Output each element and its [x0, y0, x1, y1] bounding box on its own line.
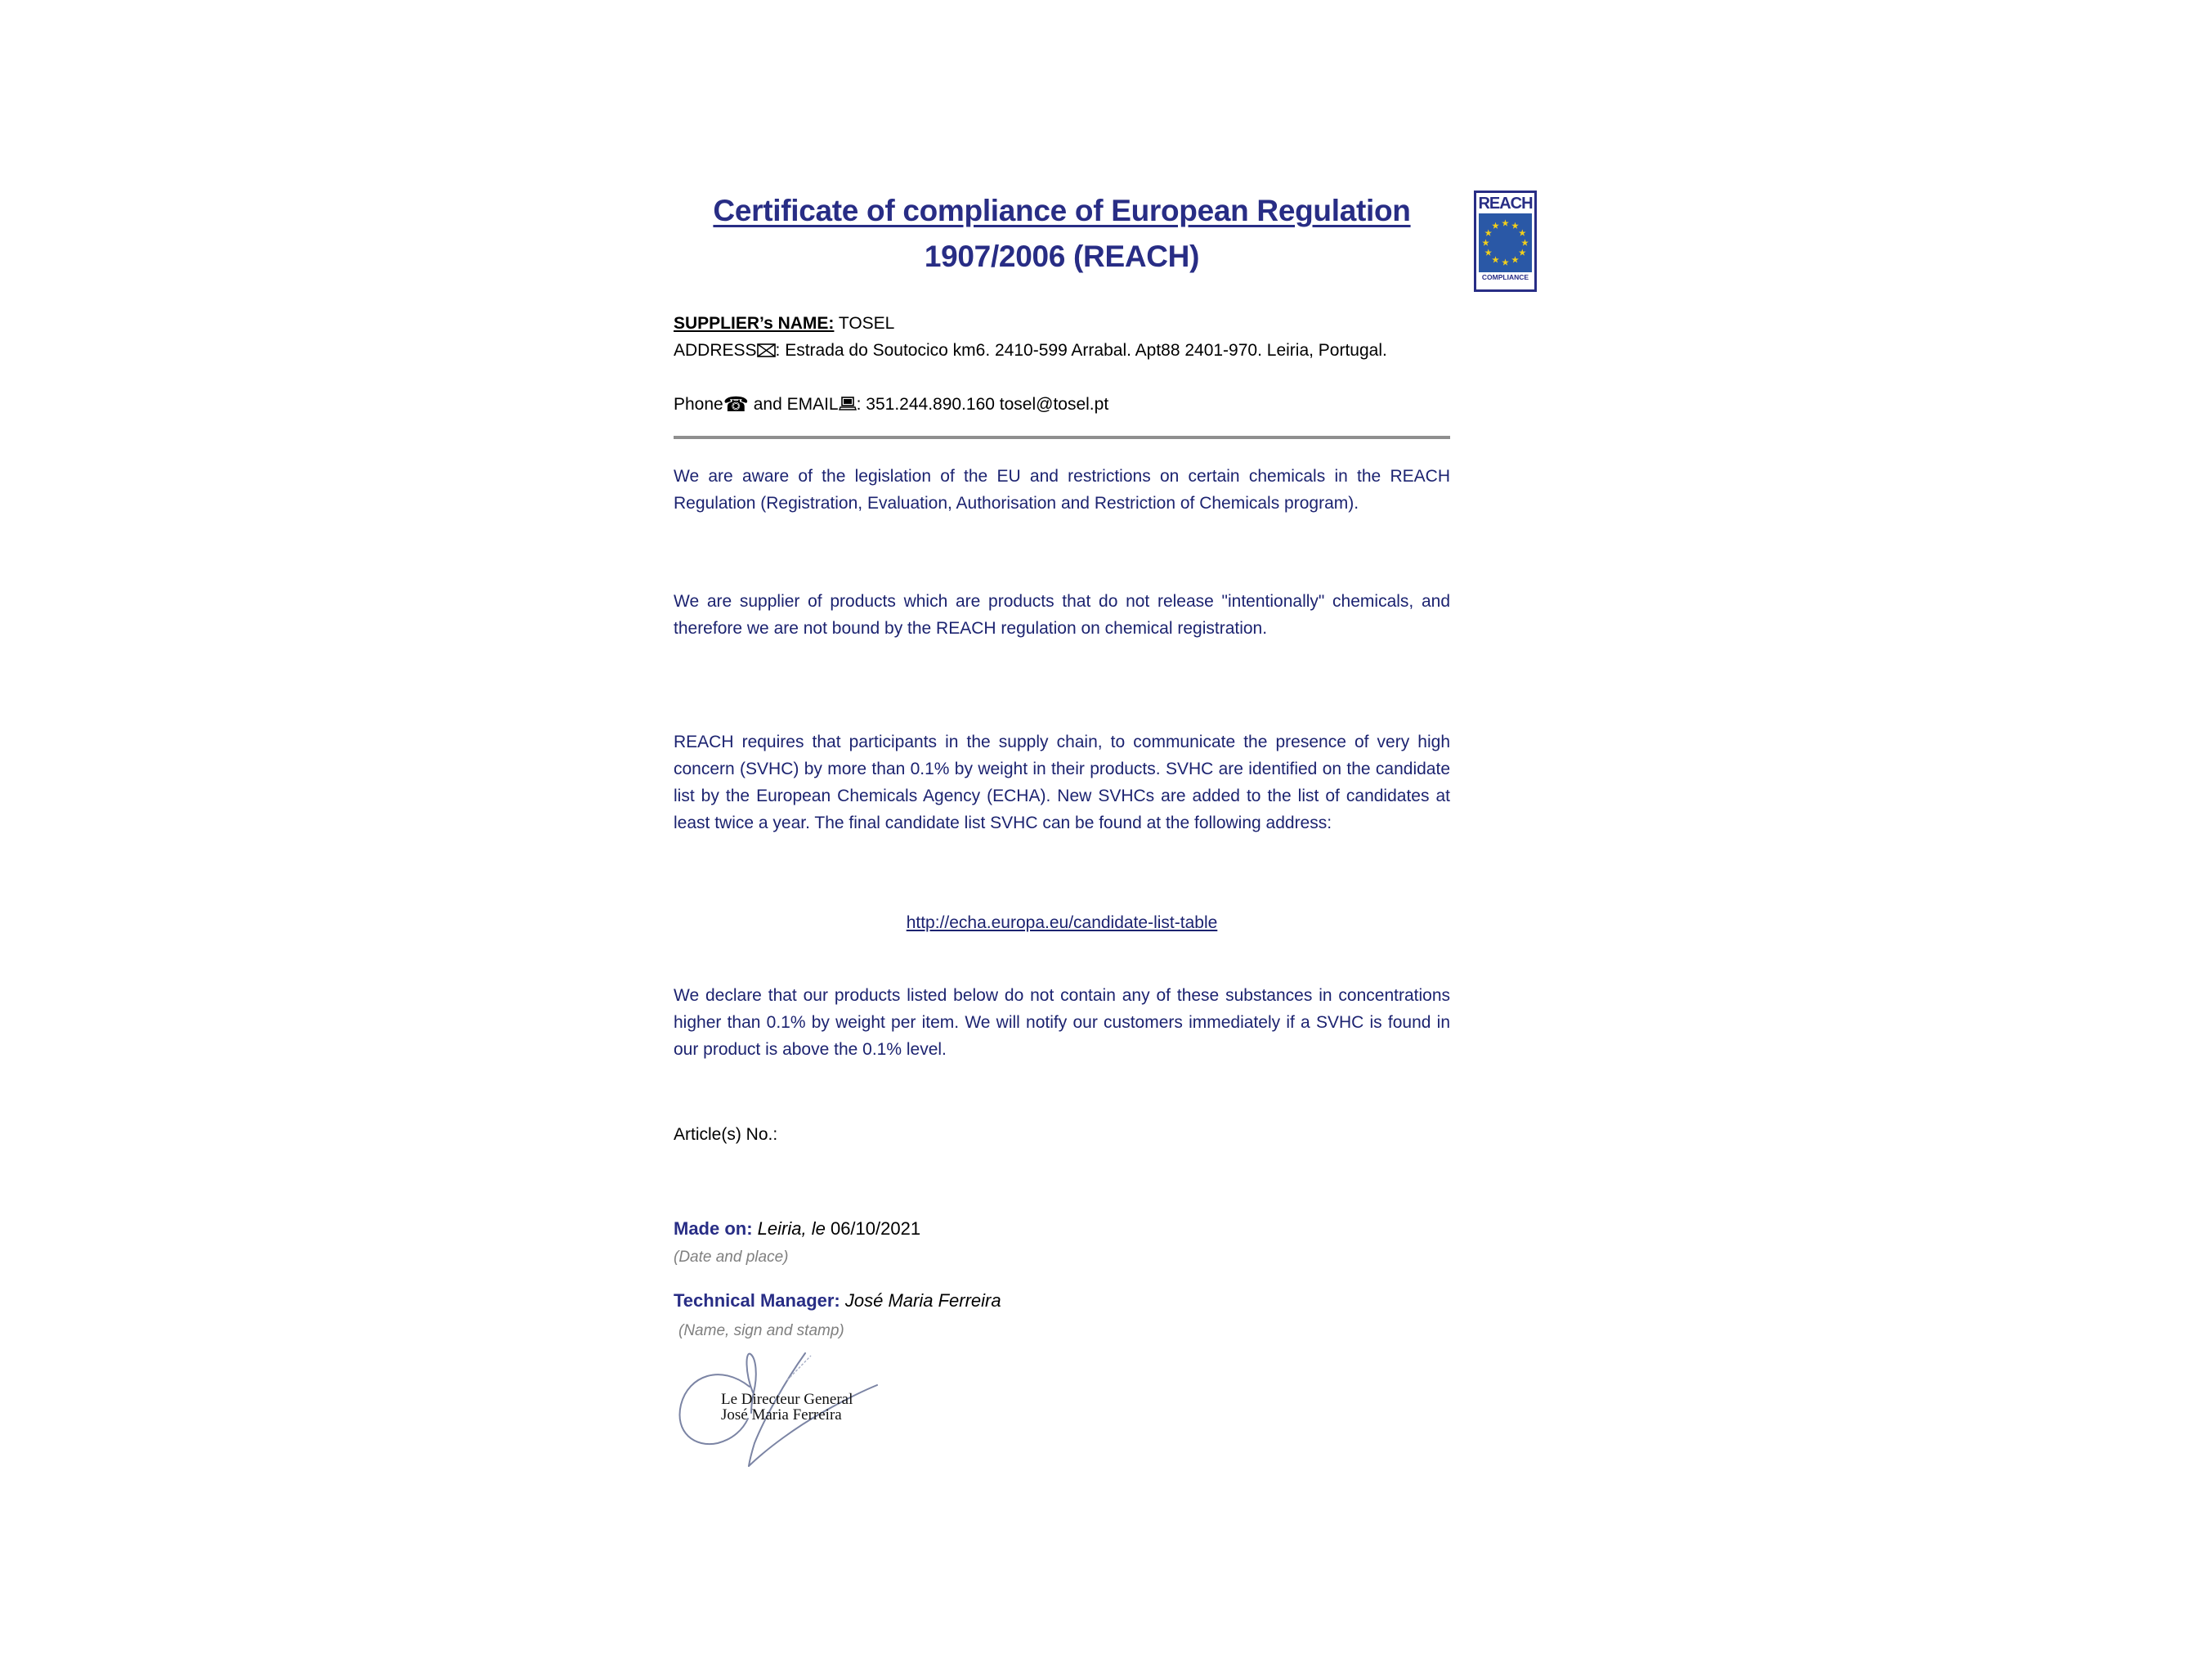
contact-value: : 351.244.890.160 tosel@tosel.pt: [856, 395, 1109, 414]
phone-label: Phone: [674, 395, 723, 414]
reach-compliance-logo: [1474, 191, 1537, 292]
page-title-line2: 1907/2006 (REACH): [924, 240, 1200, 273]
candidate-list-link[interactable]: http://echa.europa.eu/candidate-list-table: [906, 913, 1218, 932]
made-on-date: 06/10/2021: [830, 1218, 921, 1239]
made-on-line: [674, 1217, 1450, 1241]
handwritten-signature-icon: [670, 1341, 940, 1545]
technical-manager-name: José Maria Ferreira: [840, 1290, 1001, 1311]
supplier-name-value: TOSEL: [834, 314, 895, 333]
paragraph-declaration: We declare that our products listed below do not contain any of these substances in concentrations higher than 0.1% by weight per item. We will notify our customers immediately if a SVHC is found in our product is above the 0.1% level.: [674, 986, 1450, 1059]
supplier-address-line: [674, 337, 1450, 364]
supplier-name-label: SUPPLIER’s NAME:: [674, 314, 835, 333]
phone-icon: ☎: [723, 393, 749, 416]
reach-logo-compliance-text: COMPLIANCE: [1481, 273, 1529, 281]
paragraph-supplier-statement: We are supplier of products which are products that do not release "intentionally" chemicals, and therefore we are not bound by the REACH regulation on chemical registration.: [674, 592, 1450, 638]
eu-stars-flag-icon: [1479, 213, 1532, 272]
paragraph-awareness: We are aware of the legislation of the EU and restrictions on certain chemicals in the REACH Regulation (Registration, Evaluation, Authorisation and Restriction of Chemicals program).: [674, 467, 1450, 513]
article-number-label: Article(s) No.:: [674, 1125, 778, 1144]
name-sign-note: (Name, sign and stamp): [678, 1322, 844, 1339]
reach-logo-text: REACH: [1478, 195, 1533, 213]
email-label: and EMAIL: [748, 395, 839, 414]
address-value: : Estrada do Soutocico km6. 2410-599 Arrabal. Apt88 2401-970. Leiria, Portugal.: [775, 341, 1387, 360]
computer-icon: [839, 397, 857, 411]
section-divider: [674, 436, 1450, 439]
page-title: [674, 188, 1450, 280]
technical-manager-label: Technical Manager:: [674, 1290, 840, 1311]
signature-text-line1: Le Directeur General: [721, 1391, 853, 1408]
candidate-list-link-line: [674, 909, 1450, 936]
made-on-label: Made on:: [674, 1218, 753, 1239]
address-label: ADDRESS: [674, 341, 757, 360]
signature-text-line2: José Maria Ferreira: [721, 1406, 842, 1424]
paragraph-svhc-requirements: REACH requires that participants in the supply chain, to communicate the presence of very high concern (SVHC) by more than 0.1% by weight in their products. SVHC are identified on the candidate list by the European Chemicals Agency (ECHA). New SVHCs are added to the list of candidates at least twice a year. The final candidate list SVHC can be found at the following address:: [674, 733, 1450, 832]
technical-manager-line: [674, 1289, 1450, 1313]
supplier-contact-line: [674, 391, 1450, 418]
date-place-note: (Date and place): [674, 1249, 789, 1266]
made-on-place: Leiria, le: [752, 1218, 831, 1239]
page-title-line1: Certificate of compliance of European Regulation: [713, 194, 1411, 227]
envelope-icon: [757, 343, 776, 357]
signature-block: [670, 1341, 940, 1545]
supplier-name-line: [674, 310, 1450, 337]
